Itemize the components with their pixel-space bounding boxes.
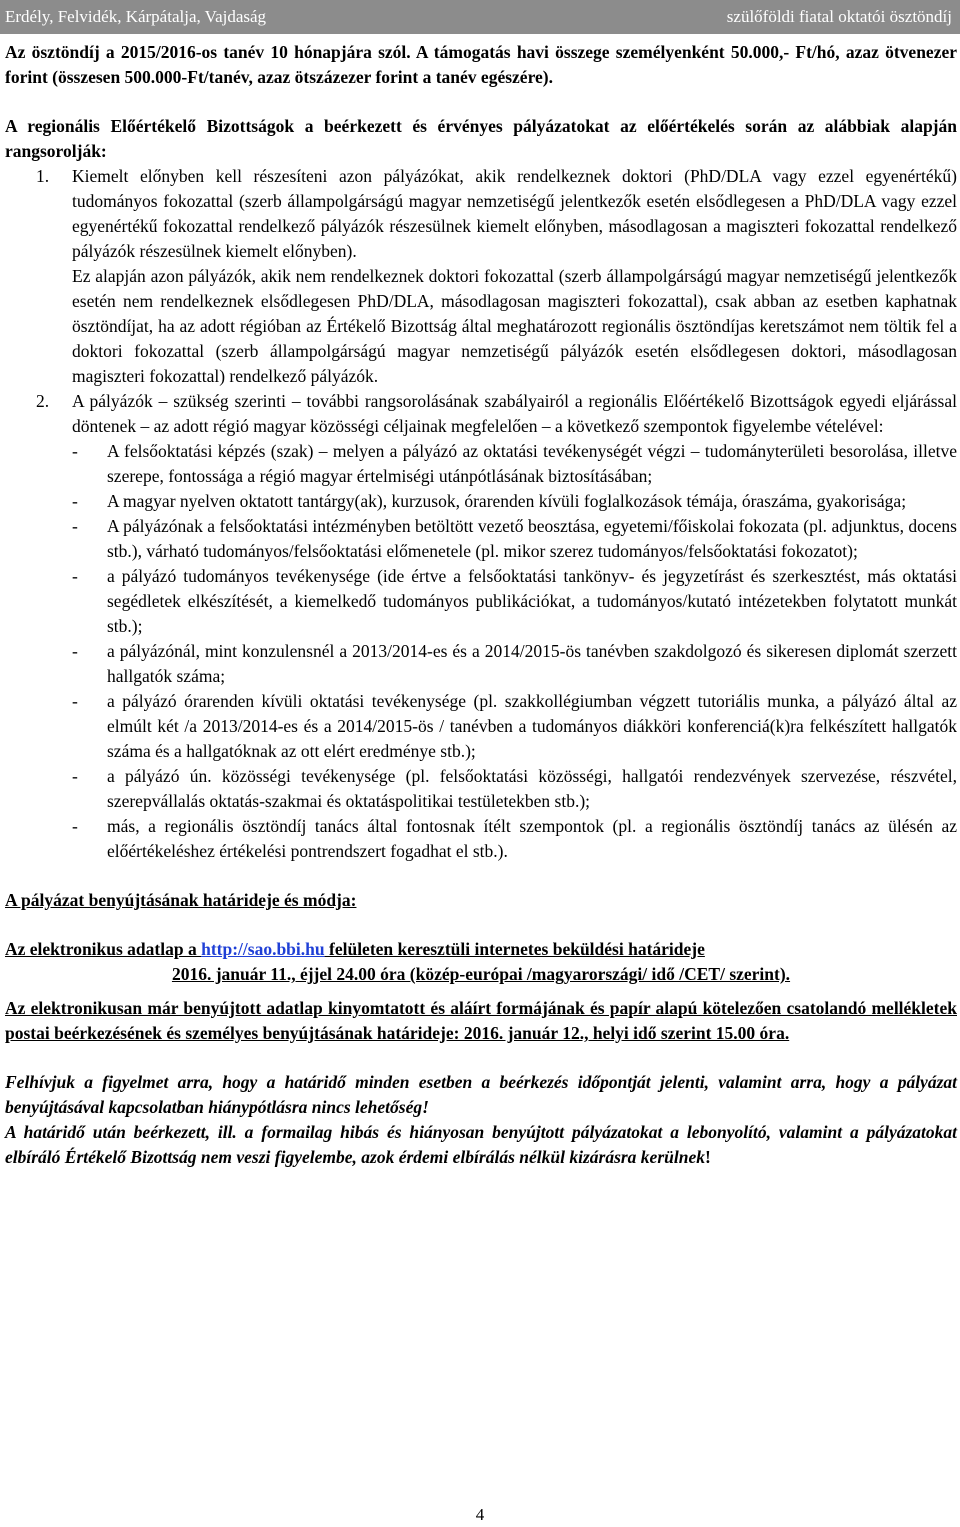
bullet-dash: -	[72, 516, 78, 536]
sao-link[interactable]: http://sao.bbi.hu	[201, 939, 325, 959]
ranking-item-number: 2.	[36, 391, 50, 411]
criteria-item	[5, 489, 957, 514]
ranking-item-extra-text: Ez alapján azon pályázók, akik nem rendelkeznek doktori fokozattal (szerb állampolgárságú magyar nemzetiségű jelentkezők esetén nem rendelkeznek elsődlegesen PhD/DLA, másodlagosan magiszteri fokozattal), csak abban az esetben kaphatnak ösztöndíjat, ha az adott régióban az Értékelő Bizottság által meghatározott regionális ösztöndíjas keretszámot nem töltik fel a doktori fokozattal (szerb állampolgárságú magyar nemzetiségű pályázók esetén elsődlegesen doktori, másodlagosan magiszteri fokozattal) rendelkező pályázók.	[72, 266, 957, 386]
deadline-heading: A pályázat benyújtásának határideje és módja:	[5, 890, 357, 910]
notice-late-main: A határidő után beérkezett, ill. a formailag hibás és hiányosan benyújtott pályázatokat a lebonyolító, valamint a pályázatokat elbíráló Értékelő Bizottság nem veszi figyelembe, azok érdemi elbírálás nélkül kizárásra kerülnek	[5, 1122, 957, 1167]
bullet-dash: -	[72, 441, 78, 461]
document-body	[5, 40, 957, 1170]
header-program-title: szülőföldi fiatal oktatói ösztöndíj	[726, 7, 952, 26]
electronic-text-before: Az elektronikus adatlap a	[5, 939, 202, 959]
criteria-item	[5, 689, 957, 764]
bullet-dash: -	[72, 691, 78, 711]
criteria-text: A pályázónak a felsőoktatási intézményben betöltött vezető beosztása, egyetemi/főiskolai fokozata (pl. adjunktus, docens stb.), várható tudományos/felsőoktatási előmenetele (pl. mikor szerez tudományos/felsőoktatási fokozatot);	[107, 516, 957, 561]
postal-deadline: Az elektronikusan már benyújtott adatlap kinyomtatott és aláírt formájának és papír alapú kötelezően csatolandó mellékletek postai beérkezésének és személyes benyújtásának határideje: 2016. január 12., helyi idő szerint 15.00 óra.	[5, 998, 957, 1043]
bullet-dash: -	[72, 766, 78, 786]
page-header	[0, 0, 960, 34]
electronic-text-after: felületen keresztüli internetes beküldési határideje	[324, 939, 705, 959]
ranking-item-1-extra	[5, 264, 957, 389]
bullet-dash: -	[72, 566, 78, 586]
notice-attention	[5, 1070, 957, 1120]
ranking-item-number: 1.	[36, 166, 50, 186]
ranking-intro: A regionális Előértékelő Bizottságok a beérkezett és érvényes pályázatokat az előértékelés során az alábbiak alapján rangsorolják:	[5, 116, 957, 161]
bullet-dash: -	[72, 641, 78, 661]
bullet-dash: -	[72, 491, 78, 511]
ranking-item-text: Kiemelt előnyben kell részesíteni azon pályázókat, akik rendelkeznek doktori (PhD/DLA vagy ezzel egyenértékű) tudományos fokozattal (szerb állampolgárságú magyar nemzetiségű jelentkezők esetén elsődlegesen a PhD/DLA vagy ezzel egyenértékű fokozattal rendelkező pályázók részesülnek kiemelt előnyben, másodlagosan a magiszteri fokozattal rendelkező pályázók részesülnek kiemelt előnyben).	[72, 166, 957, 261]
scholarship-intro: Az ösztöndíj a 2015/2016-os tanév 10 hónapjára szól. A támogatás havi összege személyenként 50.000,- Ft/hó, azaz ötvenezer forint (összesen 500.000-Ft/tanév, azaz ötszázezer forint a tanév egészére).	[5, 42, 957, 87]
notice-attention-tail: , valamint arra, hogy a pályázat benyújtásával kapcsolatban hiánypótlásra nincs lehetőség!	[5, 1072, 957, 1117]
criteria-text: a pályázónál, mint konzulensnél a 2013/2014-es és a 2014/2015-ös tanévben szakdolgozó és sikeresen diplomát szerzett hallgatók száma;	[107, 641, 957, 686]
notice-late-tail: !	[704, 1147, 711, 1167]
header-regions: Erdély, Felvidék, Kárpátalja, Vajdaság	[5, 7, 267, 26]
notice-late-submissions	[5, 1120, 957, 1170]
criteria-text: a pályázó órarenden kívüli oktatási tevékenysége (pl. szakkollégiumban végzett tutoriális munka, a pályázó által az elmúlt két /a 2013/2014-es és a 2014/2015-ös / tanévben a tudományos diákköri konferenciá(k)ra felkészített hallgatók száma és a hallgatóknak az ott elért eredménye stb.);	[107, 691, 957, 761]
notice-attention-main: Felhívjuk a figyelmet arra, hogy a határidő minden esetben a beérkezés időpontját jelenti	[5, 1072, 705, 1092]
criteria-text: A felsőoktatási képzés (szak) – melyen a pályázó az oktatási tevékenységét végzi – tudományterületi besorolása, illetve szerepe, fontossága a régió magyar értelmiségi utánpótlásának biztosításában;	[107, 441, 957, 486]
criteria-item	[5, 814, 957, 864]
ranking-item-2	[5, 389, 957, 439]
bullet-dash: -	[72, 816, 78, 836]
page-number: 4	[475, 1505, 485, 1524]
criteria-text: A magyar nyelven oktatott tantárgy(ak), kurzusok, órarenden kívüli foglalkozások témája, óraszáma, gyakorisága;	[107, 491, 907, 511]
criteria-text: a pályázó tudományos tevékenysége (ide értve a felsőoktatási tankönyv- és jegyzetírást és szerkesztést, más oktatási segédletek elkészítését, a kiemelkedő tudományos publikációkat, a tudományos/kutató intézetekben folytatott munkát stb.);	[107, 566, 957, 636]
electronic-deadline-date: 2016. január 11., éjjel 24.00 óra (közép-európai /magyarországi/ idő /CET/ szerint).	[171, 964, 791, 984]
criteria-item	[5, 564, 957, 639]
criteria-text: más, a regionális ösztöndíj tanács által fontosnak ítélt szempontok (pl. a regionális ösztöndíj tanács az ülésén az előértékeléshez értékelési pontrendszert fogadhat el stb.).	[107, 816, 957, 861]
criteria-text: a pályázó ún. közösségi tevékenysége (pl. felsőoktatási közösségi, hallgatói rendezvények szervezése, részvétel, szerepvállalás oktatás-szakmai és oktatáspolitikai testületekben stb.);	[107, 766, 957, 811]
ranking-item-text: A pályázók – szükség szerinti – további rangsorolásának szabályairól a regionális Előértékelő Bizottságok egyedi eljárással döntenek – az adott régió magyar közösségi céljainak megfelelően – a következő szempontok figyelembe vételével:	[72, 391, 957, 436]
criteria-item	[5, 764, 957, 814]
electronic-submission	[5, 937, 957, 962]
ranking-item-1	[5, 164, 957, 264]
criteria-item	[5, 439, 957, 489]
criteria-item	[5, 639, 957, 689]
criteria-item	[5, 514, 957, 564]
